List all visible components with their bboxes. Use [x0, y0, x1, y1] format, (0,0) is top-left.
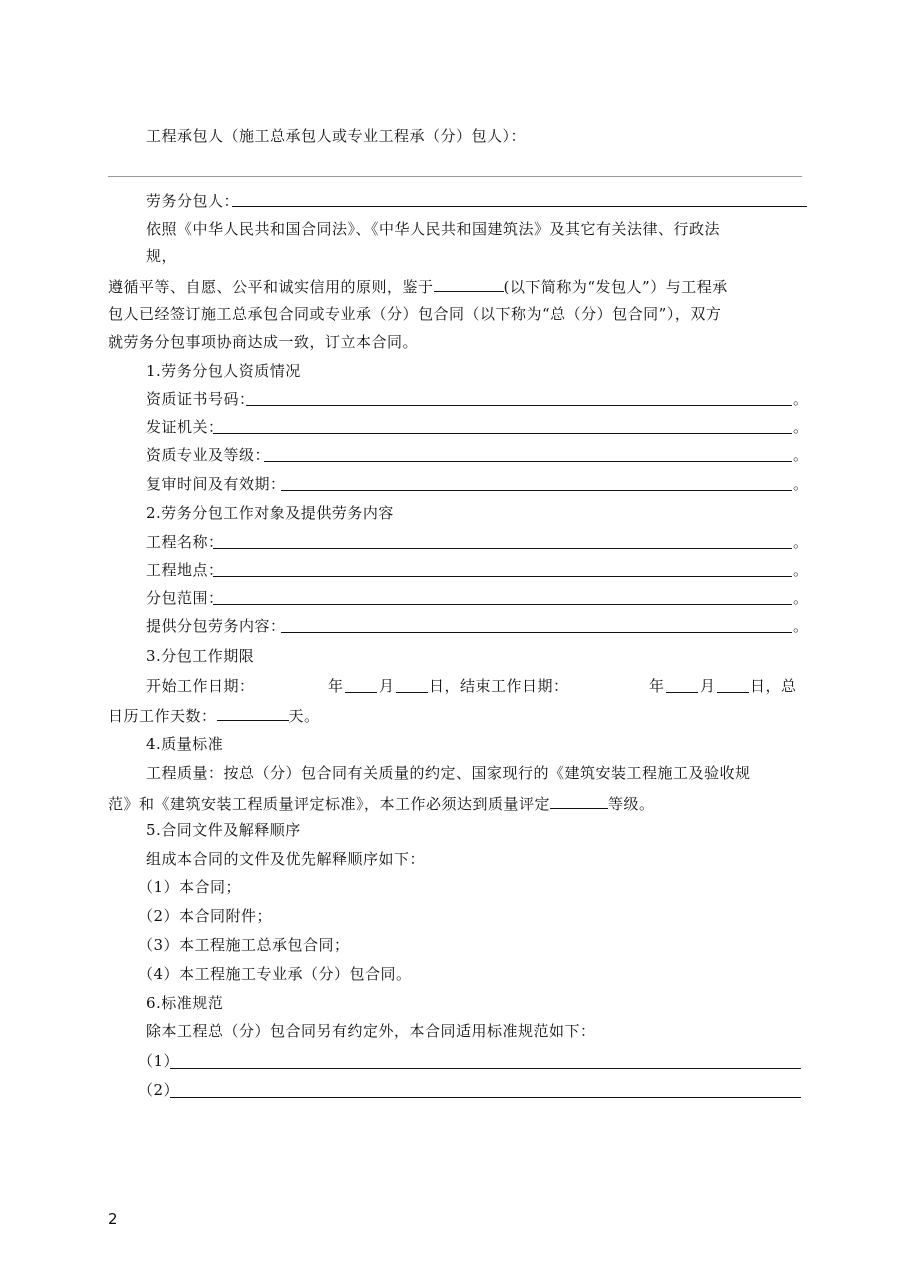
- project-name-end: 。: [793, 533, 809, 551]
- qualification-cert-field[interactable]: [246, 405, 792, 406]
- subcontract-scope-field[interactable]: [213, 604, 792, 605]
- basis-line-1: 依照《中华人民共和国合同法》、《中华人民共和国建筑法》及其它有关法律、行政法: [146, 220, 721, 238]
- start-year-text: 年: [328, 677, 344, 695]
- calendar-days-line: [108, 704, 320, 724]
- qualification-level-end: 。: [793, 446, 809, 464]
- section5-title: 5.合同文件及解释顺序: [146, 821, 301, 839]
- section6-title: 6.标准规范: [146, 994, 224, 1012]
- quality-line-1: 工程质量：按总（分）包合同有关质量的约定、国家现行的《建筑安装工程施工及验收规: [146, 764, 751, 782]
- labor-content-end: 。: [793, 617, 809, 635]
- subcontract-scope-end: 。: [793, 589, 809, 607]
- start-month-text: 月: [379, 677, 395, 695]
- qualification-cert-end: 。: [793, 390, 809, 408]
- end-date-label: 日，结束工作日期：: [429, 677, 569, 695]
- standard-item-2-label: （2）: [138, 1081, 180, 1099]
- project-name-label: 工程名称：: [146, 533, 224, 551]
- quality-line-2b: 等级。: [608, 795, 655, 813]
- issuing-authority-end: 。: [793, 418, 809, 436]
- basis-line-2: [108, 275, 728, 295]
- review-period-end: 。: [793, 475, 809, 493]
- section6-intro: 除本工程总（分）包合同另有约定外，本合同适用标准规范如下：: [146, 1022, 596, 1040]
- header-divider: [108, 176, 802, 177]
- labor-sub-field[interactable]: [232, 206, 807, 207]
- end-month-field[interactable]: [666, 692, 698, 693]
- doc-order-item-2: （2）本合同附件；: [138, 907, 273, 925]
- labor-content-label: 提供分包劳务内容：: [146, 617, 286, 635]
- section2-title: 2.劳务分包工作对象及提供劳务内容: [146, 504, 394, 522]
- calendar-days-field[interactable]: [217, 704, 289, 721]
- page-number: 2: [108, 1210, 119, 1228]
- issuing-authority-field[interactable]: [213, 433, 792, 434]
- end-year-text: 年: [649, 677, 665, 695]
- project-location-label: 工程地点：: [146, 561, 224, 579]
- basis-line-4: 就劳务分包事项协商达成一致，订立本合同。: [108, 333, 419, 351]
- quality-grade-field[interactable]: [550, 792, 608, 809]
- end-day-field[interactable]: [717, 692, 749, 693]
- review-period-label: 复审时间及有效期：: [146, 475, 286, 493]
- basis-line-2b: (以下简称为“发包人”）与工程承: [503, 278, 728, 296]
- basis-line-3: 包人已经签订施工总承包合同或专业承（分）包合同（以下称为“总（分）包合同”），双方: [108, 305, 722, 323]
- employer-field[interactable]: [434, 275, 504, 292]
- qualification-level-label: 资质专业及等级：: [146, 446, 271, 464]
- labor-sub-label: 劳务分包人：: [146, 192, 240, 210]
- standard-item-1-field[interactable]: [170, 1068, 801, 1069]
- calendar-days-label: 日历工作天数：: [108, 707, 217, 725]
- qualification-cert-label: 资质证书号码：: [146, 390, 255, 408]
- doc-order-item-4: （4）本工程施工专业承（分）包合同。: [138, 965, 412, 983]
- section1-title: 1.劳务分包人资质情况: [146, 362, 301, 380]
- labor-content-field[interactable]: [281, 632, 792, 633]
- calendar-days-unit: 天。: [288, 707, 320, 725]
- standard-item-2-field[interactable]: [170, 1097, 801, 1098]
- section5-intro: 组成本合同的文件及优先解释顺序如下：: [146, 850, 426, 868]
- project-location-field[interactable]: [213, 576, 792, 577]
- doc-order-item-1: （1）本合同；: [138, 878, 242, 896]
- end-day-text: 日，总: [750, 677, 797, 695]
- qualification-level-field[interactable]: [264, 461, 792, 462]
- start-date-label: 开始工作日期：: [146, 677, 255, 695]
- subcontract-scope-label: 分包范围：: [146, 589, 224, 607]
- doc-order-item-3: （3）本工程施工总承包合同；: [138, 936, 350, 954]
- standard-item-1-label: （1）: [138, 1052, 180, 1070]
- basis-line-1b: 规，: [146, 247, 178, 265]
- section4-title: 4.质量标准: [146, 735, 224, 753]
- end-month-text: 月: [700, 677, 716, 695]
- basis-line-2a: 遵循平等、自愿、公平和诚实信用的原则，鉴于: [108, 278, 434, 296]
- start-day-field[interactable]: [396, 692, 428, 693]
- contractor-label: 工程承包人（施工总承包人或专业工程承（分）包人）：: [146, 127, 527, 145]
- quality-line-2a: 范》和《建筑安装工程质量评定标准》，本工作必须达到质量评定: [108, 795, 551, 813]
- project-name-field[interactable]: [213, 548, 792, 549]
- quality-line-2: [108, 792, 655, 812]
- start-month-field[interactable]: [345, 692, 377, 693]
- section3-title: 3.分包工作期限: [146, 647, 255, 665]
- issuing-authority-label: 发证机关：: [146, 418, 224, 436]
- review-period-field[interactable]: [281, 490, 792, 491]
- project-location-end: 。: [793, 561, 809, 579]
